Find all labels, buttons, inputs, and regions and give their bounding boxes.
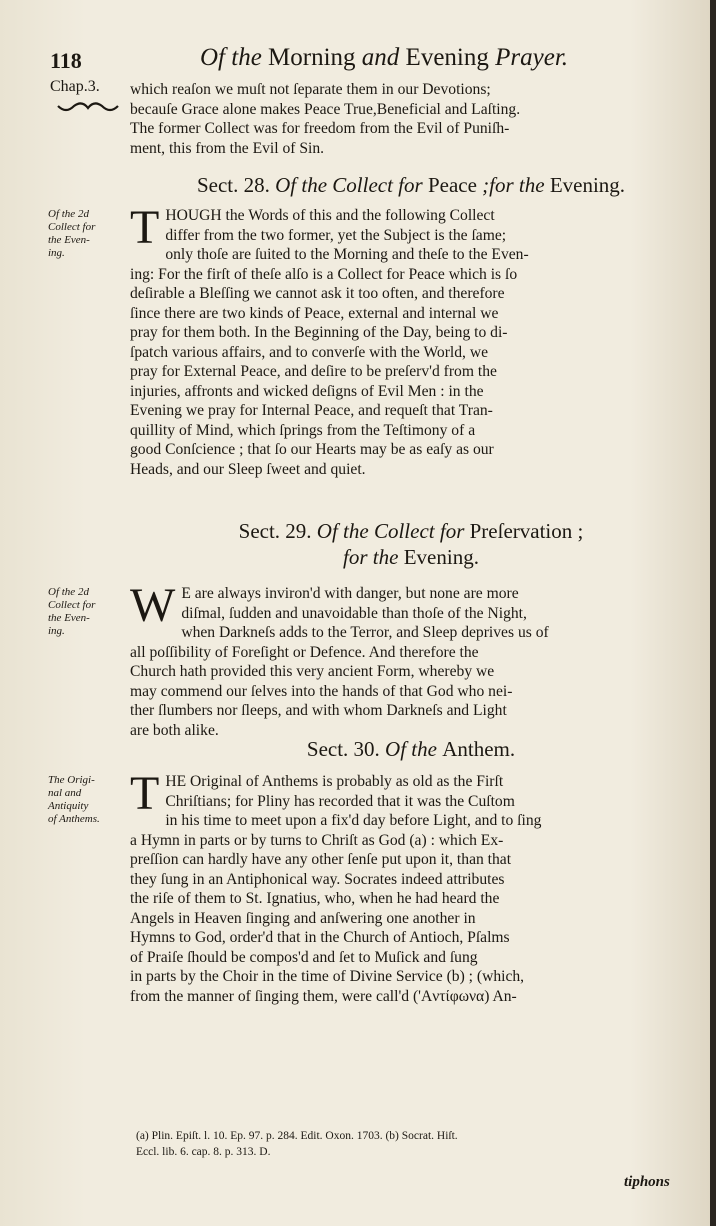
section-heading-line	[128, 518, 694, 544]
text-line: ther ſlumbers nor ſleeps, and with whom Darkneſs and Light	[130, 702, 507, 719]
text-line: deſirable a Bleſſing we cannot ask it too often, and therefore	[130, 285, 505, 302]
section-30-paragraph	[130, 767, 686, 1006]
running-title-part: Prayer.	[495, 44, 569, 71]
section-title-part: ;for the	[476, 173, 550, 197]
margin-note-line: Collect for	[48, 599, 96, 611]
text-line: becauſe Grace alone makes Peace True,Beneficial and Laſting.	[130, 100, 521, 118]
running-head	[50, 44, 630, 78]
section-heading-line	[128, 544, 694, 570]
text-line: good Conſcience ; that ſo our Hearts may be as eaſy as our	[130, 441, 494, 458]
text-line: in parts by the Choir in the time of Divine Service (b) ; (which,	[130, 968, 525, 985]
running-title-part: Of the	[200, 44, 262, 71]
text-line: ing: For the firſt of theſe alſo is a Collect for Peace which is ſo	[130, 265, 518, 283]
section-29-paragraph	[130, 579, 686, 740]
running-title	[200, 44, 568, 72]
text-line: Church hath provided this very ancient Form, whereby we	[130, 663, 495, 680]
text-line: all poſſibility of Foreſight or Defence. And therefore the	[130, 643, 479, 661]
section-28-heading	[128, 172, 694, 198]
text-line: E are always inviron'd with danger, but none are more	[181, 585, 519, 602]
section-title-part: Peace	[427, 173, 477, 197]
margin-note-line: Of the 2d	[48, 208, 89, 220]
text-line: ſince there are two kinds of Peace, external and internal we	[130, 304, 499, 322]
margin-note-line: ing.	[48, 247, 65, 259]
text-line: The former Collect was for freedom from the Evil of Puniſh-	[130, 120, 510, 137]
text-line: a Hymn in parts or by turns to Chriſt as God (a) : which Ex-	[130, 831, 504, 849]
margin-note-line: Collect for	[48, 221, 96, 233]
text-line: injuries, affronts and wicked deſigns of Evil Men : in the	[130, 382, 484, 400]
running-title-part: and	[361, 44, 400, 71]
section-title-part: Anthem.	[442, 737, 516, 761]
text-line: HE Original of Anthems is probably as old as the Firſt	[165, 773, 504, 790]
drop-cap: T	[130, 201, 160, 254]
page-number: 118	[50, 48, 82, 73]
margin-note-line: nal and	[48, 787, 82, 799]
text-line: differ from the two former, yet the Subject is the ſame;	[165, 226, 507, 244]
text-line: ment, this from the Evil of Sin.	[130, 139, 325, 157]
text-line: from the manner of ſinging them, were call'd ('Aντίφωνα) An-	[130, 987, 517, 1005]
page-edge-shadow	[710, 0, 716, 1226]
section-title-part: Of the Collect for	[311, 519, 470, 543]
text-line: may commend our ſelves into the hands of that God who nei-	[130, 682, 513, 700]
text-line: they ſung in an Antiphonical way. Socrates indeed attributes	[130, 870, 505, 888]
section-title-part: for the	[343, 545, 404, 569]
margin-note-line: the Even-	[48, 612, 90, 624]
text-line: quillity of Mind, which ſprings from the Teſtimony of a	[130, 421, 476, 439]
text-line: Hymns to God, order'd that in the Church of Antioch, Pſalms	[130, 929, 510, 946]
running-title-part: Evening	[399, 44, 496, 71]
text-line: ſpatch various affairs, and to converſe with the World, we	[130, 343, 489, 361]
margin-note-30	[48, 774, 128, 826]
text-line: pray for them both. In the Beginning of the Day, being to di-	[130, 324, 508, 341]
section-number: Sect. 28.	[196, 173, 270, 197]
section-30-heading	[128, 736, 694, 762]
text-line: Heads, and our Sleep ſweet and quiet.	[130, 460, 366, 478]
chapter-label: Chap.3.	[50, 78, 100, 95]
section-29-heading	[128, 518, 694, 570]
text-line: Angels in Heaven ſinging and anſwering one another in	[130, 909, 476, 927]
drop-cap: W	[130, 579, 176, 632]
section-number: Sect. 29.	[238, 519, 312, 543]
text-line: diſmal, ſudden and unavoidable than thoſe of the Night,	[181, 604, 527, 622]
margin-note-29	[48, 586, 128, 638]
drop-cap: T	[130, 767, 160, 820]
catchword: tiphons	[624, 1174, 670, 1190]
intro-paragraph	[130, 80, 686, 158]
footnotes	[136, 1128, 686, 1160]
text-line: the riſe of them to St. Ignatius, who, when he had heard the	[130, 890, 500, 907]
text-line: when Darkneſs adds to the Terror, and Sleep deprives us of	[181, 624, 549, 641]
text-line: only thoſe are ſuited to the Morning and theſe to the Even-	[165, 246, 529, 263]
text-line: pray for External Peace, and deſire to be preſerv'd from the	[130, 363, 497, 380]
margin-note-28	[48, 208, 128, 260]
section-title-part: Evening.	[549, 173, 626, 197]
text-line: Evening we pray for Internal Peace, and requeſt that Tran-	[130, 402, 493, 419]
footnote-line: (a) Plin. Epiſt. l. 10. Ep. 97. p. 284. Edit. Oxon. 1703. (b) Socrat. Hiſt.	[136, 1130, 458, 1142]
section-28-paragraph	[130, 201, 686, 479]
section-title-part: Evening.	[403, 545, 479, 569]
text-line: preſſion can hardly have any other ſenſe put upon it, than that	[130, 851, 512, 868]
margin-note-line: ing.	[48, 625, 65, 637]
ornament-icon	[56, 102, 120, 114]
running-title-part: Morning	[261, 44, 362, 71]
text-line: are both alike.	[130, 721, 219, 739]
text-line: of Praiſe ſhould be compos'd and ſet to Muſick and ſung	[130, 948, 478, 966]
section-title-part: Of the	[379, 737, 443, 761]
text-line: which reaſon we muſt not ſeparate them in our Devotions;	[130, 81, 491, 98]
margin-note-line: the Even-	[48, 234, 90, 246]
text-line: Chriſtians; for Pliny has recorded that it was the Cuſtom	[165, 792, 515, 810]
section-title-part: Preſervation ;	[469, 519, 584, 543]
text-line: in his time to meet upon a fix'd day before Light, and to ſing	[165, 812, 542, 829]
footnote-line: Eccl. lib. 6. cap. 8. p. 313. D.	[136, 1146, 271, 1158]
margin-note-line: Of the 2d	[48, 586, 89, 598]
margin-note-line: The Origi-	[48, 774, 95, 786]
section-title-part: Of the Collect for	[269, 173, 428, 197]
section-number: Sect. 30.	[306, 737, 380, 761]
margin-note-line: of Anthems.	[48, 813, 100, 825]
margin-note-line: Antiquity	[48, 800, 89, 812]
text-line: HOUGH the Words of this and the following Collect	[165, 207, 495, 224]
